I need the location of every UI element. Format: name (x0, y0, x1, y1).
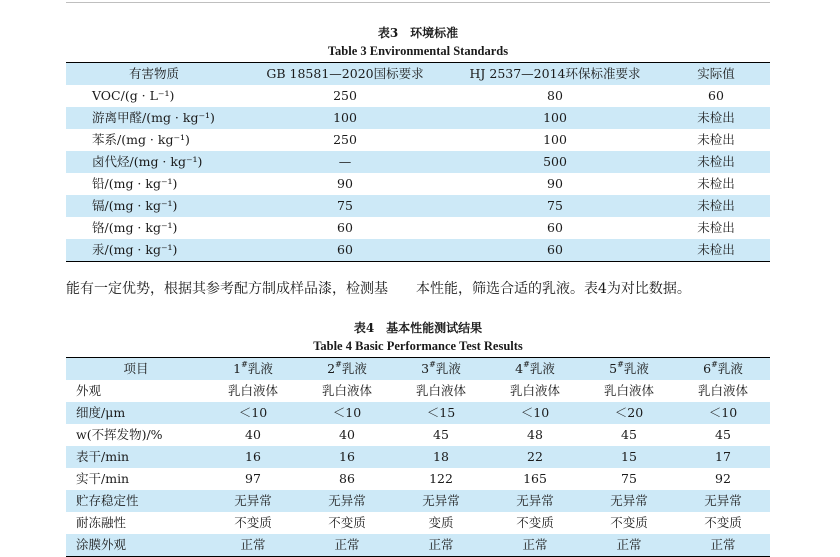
emulsion-label: 乳液 (341, 361, 367, 376)
table-cell: 40 (245, 427, 261, 442)
table-cell: 乳白液体 (697, 383, 748, 398)
table-row (66, 512, 770, 534)
table-cell: 48 (527, 427, 543, 442)
substance-name: 游离甲醛/(mg · kg⁻¹) (92, 110, 215, 125)
table-row (66, 380, 770, 402)
table-cell: 45 (433, 427, 449, 442)
emulsion-number-mark: # (429, 360, 436, 369)
table-cell: 75 (547, 198, 563, 213)
table-cell: ＜10 (332, 405, 362, 420)
property-name: 涂膜外观 (76, 537, 127, 552)
table-cell: 15 (621, 449, 637, 464)
property-name: 实干/min (76, 471, 130, 486)
emulsion-number: 6 (703, 361, 712, 376)
table3-title-cn: 表3 环境标准 (377, 26, 459, 40)
substance-name: 镉/(mg · kg⁻¹) (92, 198, 178, 213)
table-cell: 92 (715, 471, 731, 486)
table-cell: 正常 (334, 537, 360, 552)
table-cell: 不变质 (234, 515, 272, 530)
table-cell: 不变质 (704, 515, 742, 530)
table-cell: 100 (543, 132, 567, 147)
emulsion-label: 乳液 (623, 361, 649, 376)
emulsion-number: 3 (421, 361, 430, 376)
table-cell: 100 (543, 110, 567, 125)
table-cell: 无异常 (234, 493, 272, 508)
emulsion-number-mark: # (335, 360, 342, 369)
table3-title-en: Table 3 Environmental Standards (327, 44, 509, 58)
table-cell: 未检出 (697, 176, 735, 191)
table-cell: 100 (333, 110, 357, 125)
table-cell: 正常 (710, 537, 736, 552)
table4-header-cell (582, 358, 676, 381)
table-cell: — (338, 154, 352, 169)
table-cell: 不变质 (610, 515, 648, 530)
table-row (66, 402, 770, 424)
table-cell: ＜10 (708, 405, 738, 420)
table3-header-cell: 实际值 (697, 66, 735, 81)
substance-name: 铬/(mg · kg⁻¹) (92, 220, 178, 235)
table-cell: 250 (333, 88, 357, 103)
table-cell: 97 (245, 471, 261, 486)
table-cell: 正常 (428, 537, 454, 552)
table4-header-row (66, 358, 770, 381)
table-cell: 17 (715, 449, 731, 464)
emulsion-label: 乳液 (247, 361, 273, 376)
table-cell: 40 (339, 427, 355, 442)
substance-name: 汞/(mg · kg⁻¹) (92, 242, 178, 257)
table-row (66, 468, 770, 490)
table-cell: ＜10 (238, 405, 268, 420)
table-cell: 80 (547, 88, 563, 103)
table-row (66, 151, 770, 173)
table4-header-cell (300, 358, 394, 381)
table3-header-cell: 有害物质 (128, 66, 179, 81)
table-cell: 122 (429, 471, 453, 486)
table4-header-cell (676, 358, 770, 381)
table-cell: 不变质 (516, 515, 554, 530)
substance-name: 卤代烃/(mg · kg⁻¹) (92, 154, 203, 169)
table-cell: 86 (339, 471, 355, 486)
table-row (66, 490, 770, 512)
property-name: 细度/μm (76, 405, 126, 420)
table-cell: ＜15 (426, 405, 456, 420)
table-cell: 16 (339, 449, 355, 464)
table-cell: 未检出 (697, 132, 735, 147)
table-row (66, 217, 770, 239)
table-cell: 60 (547, 242, 563, 257)
table-row (66, 107, 770, 129)
table-cell: 乳白液体 (509, 383, 560, 398)
table3 (66, 62, 770, 262)
table-cell: 乳白液体 (227, 383, 278, 398)
emulsion-number-mark: # (711, 360, 718, 369)
emulsion-number: 2 (327, 361, 336, 376)
table-cell: 500 (543, 154, 567, 169)
table-cell: 60 (547, 220, 563, 235)
table-row (66, 129, 770, 151)
table-cell: 乳白液体 (415, 383, 466, 398)
table-cell: 18 (433, 449, 449, 464)
property-name: 外观 (76, 383, 102, 398)
table3-header-cell: HJ 2537—2014环保标准要求 (469, 66, 641, 81)
table-cell: 无异常 (516, 493, 554, 508)
table-cell: 60 (337, 220, 353, 235)
table-cell: 无异常 (422, 493, 460, 508)
table4 (66, 357, 770, 557)
table3-header-cell: GB 18581—2020国标要求 (266, 66, 424, 81)
table-cell: 45 (715, 427, 731, 442)
table4-header-cell (394, 358, 488, 381)
table-row (66, 239, 770, 262)
table-cell: 乳白液体 (603, 383, 654, 398)
table-cell: 未检出 (697, 220, 735, 235)
table4-header-cell (488, 358, 582, 381)
substance-name: 苯系/(mg · kg⁻¹) (92, 132, 190, 147)
table4-header-cell (206, 358, 300, 381)
table-cell: 250 (333, 132, 357, 147)
table-cell: 无异常 (610, 493, 648, 508)
property-name: w(不挥发物)/% (76, 427, 163, 442)
table-cell: 未检出 (697, 110, 735, 125)
table-cell: 无异常 (328, 493, 366, 508)
emulsion-number: 5 (609, 361, 618, 376)
table-cell: 无异常 (704, 493, 742, 508)
table-cell: 90 (337, 176, 353, 191)
table-cell: 正常 (522, 537, 548, 552)
table-row (66, 534, 770, 557)
table-cell: 未检出 (697, 198, 735, 213)
emulsion-label: 乳液 (435, 361, 461, 376)
emulsion-label: 乳液 (529, 361, 555, 376)
property-name: 耐冻融性 (76, 515, 127, 530)
table-cell: ＜10 (520, 405, 550, 420)
table-cell: 75 (621, 471, 637, 486)
table-cell: 不变质 (328, 515, 366, 530)
emulsion-label: 乳液 (717, 361, 743, 376)
table-cell: 60 (708, 88, 724, 103)
table3-header-row (66, 63, 770, 86)
emulsion-number: 4 (515, 361, 524, 376)
table-cell: 90 (547, 176, 563, 191)
table4-header-cell: 项目 (123, 361, 149, 376)
substance-name: 铅/(mg · kg⁻¹) (92, 176, 178, 191)
emulsion-number-mark: # (241, 360, 248, 369)
table-row (66, 446, 770, 468)
table-cell: 165 (523, 471, 547, 486)
emulsion-number-mark: # (617, 360, 624, 369)
substance-name: VOC/(g · L⁻¹) (92, 88, 175, 103)
table-row (66, 85, 770, 107)
table-cell: 正常 (616, 537, 642, 552)
table-cell: 正常 (240, 537, 266, 552)
table-cell: 75 (337, 198, 353, 213)
table-row (66, 173, 770, 195)
top-rule (66, 2, 770, 3)
property-name: 表干/min (76, 449, 130, 464)
table-row (66, 424, 770, 446)
table-cell: 变质 (428, 515, 454, 530)
table-cell: 22 (527, 449, 543, 464)
emulsion-number-mark: # (523, 360, 530, 369)
table4-title-en: Table 4 Basic Performance Test Results (313, 339, 523, 353)
table-cell: 未检出 (697, 154, 735, 169)
emulsion-number: 1 (233, 361, 242, 376)
table-cell: 乳白液体 (321, 383, 372, 398)
table4-title-cn: 表4 基本性能测试结果 (353, 321, 483, 335)
property-name: 贮存稳定性 (76, 493, 139, 508)
table-cell: 16 (245, 449, 261, 464)
table-cell: 未检出 (697, 242, 735, 257)
table-cell: 45 (621, 427, 637, 442)
body-paragraph: 能有一定优势，根据其参考配方制成样品漆，检测基 本性能，筛选合适的乳液。表4为对比数据。 (66, 281, 691, 297)
table-cell: ＜20 (614, 405, 644, 420)
table-cell: 60 (337, 242, 353, 257)
table-row (66, 195, 770, 217)
